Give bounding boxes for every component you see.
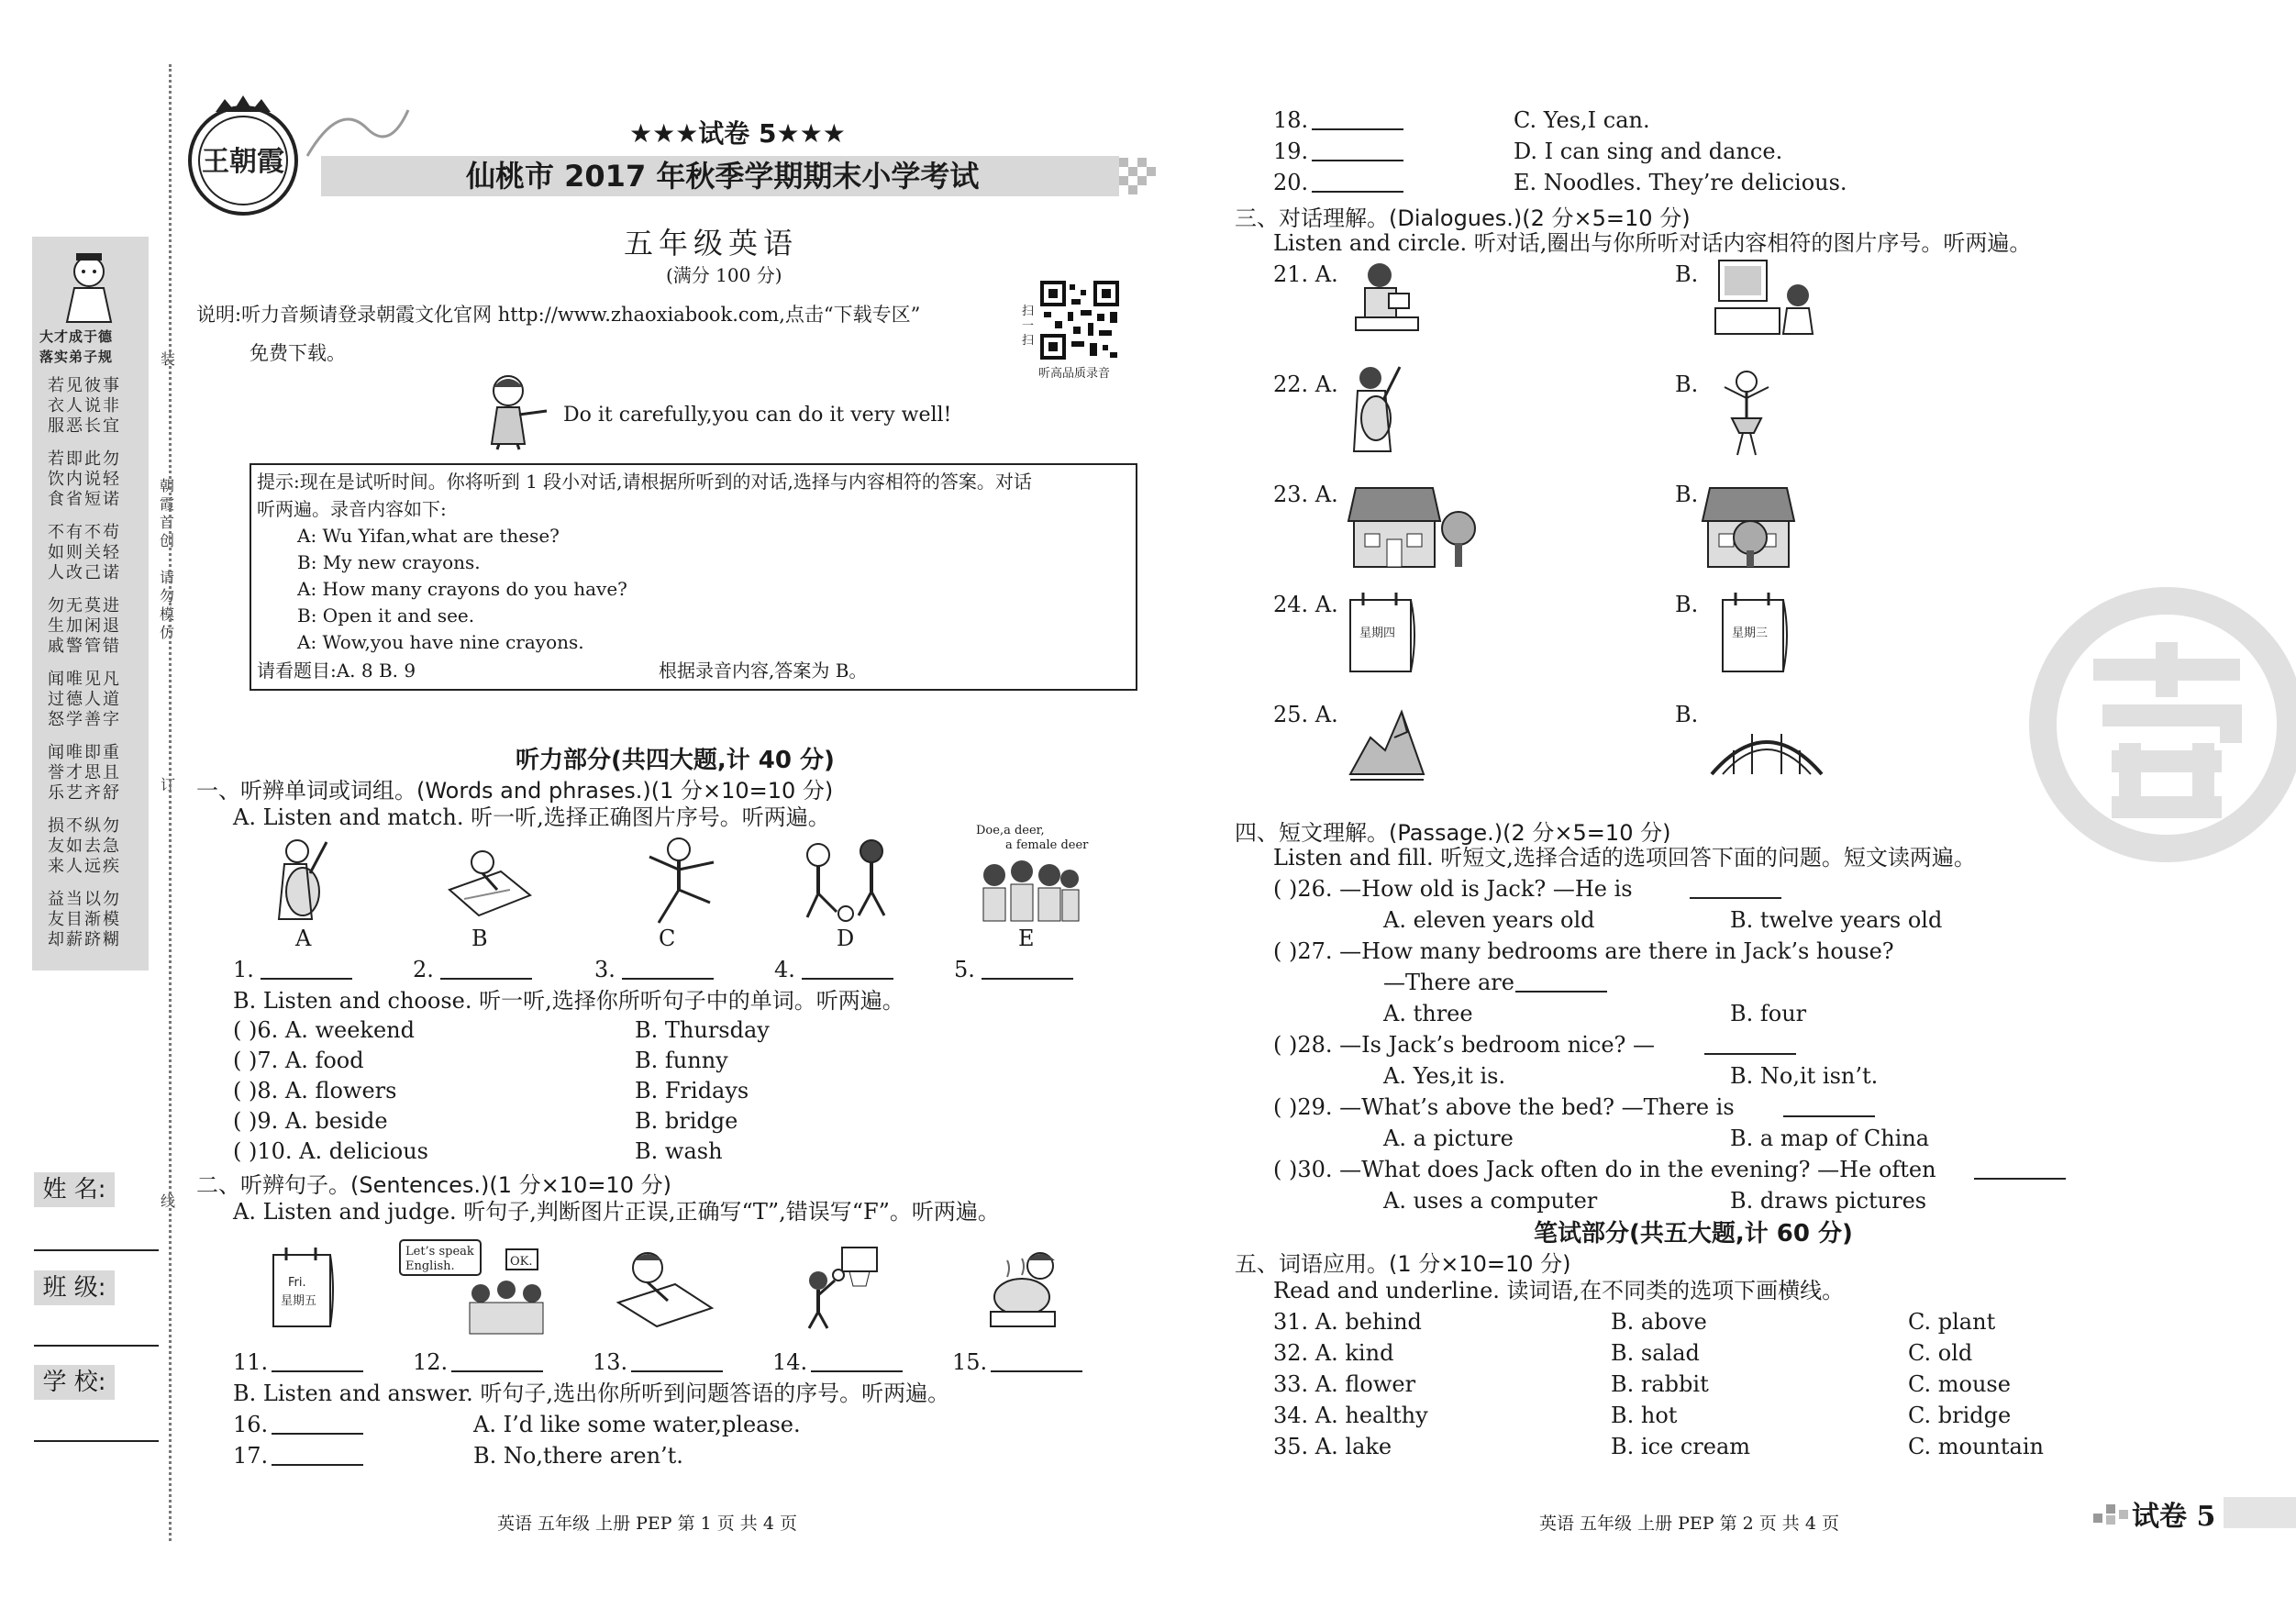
q21-option-a: 21. A. [1273, 261, 1338, 287]
margin-tag-ding: 订 [160, 776, 175, 793]
boy-reading-book-illustration [1348, 261, 1422, 334]
q27-question: ( )27. —How many bedrooms are there in Jack’s house? [1273, 938, 1894, 964]
badge-checker-icon [2093, 1499, 2130, 1526]
q10-option-a: ( )10. A. delicious [233, 1138, 428, 1164]
part5-instruction: Read and underline. 读词语,在不同类的选项下画横线。 [1273, 1278, 1845, 1303]
calendar-thursday-text: 星期四 [1359, 627, 1396, 640]
part1-heading: 一、听辨单词或词组。(Words and phrases.)(1 分×10=10 分) [196, 778, 834, 804]
answer-option-c: C. Yes,I can. [1514, 107, 1650, 133]
name-field[interactable] [34, 1249, 159, 1251]
part2-sub-a: A. Listen and judge. 听句子,判断图片正误,正确写“T”,错误写“F”。听两遍。 [233, 1199, 1000, 1225]
q26-option-b: B. twelve years old [1730, 907, 1943, 933]
q21-option-b: B. [1675, 261, 1699, 287]
q5-number: 5. [954, 957, 975, 982]
q22-option-a: 22. A. [1273, 372, 1338, 397]
q12-number: 12. [413, 1349, 449, 1375]
q12-blank[interactable] [451, 1350, 543, 1372]
pic-e-caption-1: Doe,a deer, [976, 824, 1045, 837]
tip-dialogue-3: A: How many crayons do you have? [297, 578, 627, 600]
q1-number: 1. [233, 957, 254, 982]
calendar-fri-cn-text: 星期五 [281, 1294, 317, 1308]
binding-line [169, 64, 172, 1541]
brand-name: 王朝霞 [202, 146, 284, 178]
rule-line: 乐艺齐舒 [48, 783, 121, 803]
rule-line: 闻唯即重 [48, 743, 121, 762]
q2-blank[interactable] [440, 958, 532, 980]
q33-option-c: C. mouse [1908, 1371, 2011, 1397]
scholar-figure-icon [52, 244, 126, 327]
tip-answer: 根据录音内容,答案为 B。 [659, 660, 868, 682]
q18-number: 18. [1273, 107, 1309, 133]
part3-instruction: Listen and circle. 听对话,圈出与你所听对话内容相符的图片序号。听两遍。 [1273, 230, 2032, 256]
q17-number: 17. [233, 1443, 269, 1469]
calendar-wednesday-text: 星期三 [1732, 627, 1769, 640]
motto-line-2: 落实弟子规 [39, 349, 114, 365]
rule-line: 誉才思且 [48, 763, 121, 782]
rule-line: 却薪跻糊 [48, 930, 121, 949]
q17-blank[interactable] [272, 1444, 363, 1466]
q35-option-b: B. ice cream [1611, 1434, 1751, 1459]
rule-line: 闻唯见凡 [48, 670, 121, 689]
rule-line: 衣人说非 [48, 396, 121, 416]
q20-blank[interactable] [1312, 171, 1403, 193]
q24-option-a: 24. A. [1273, 592, 1338, 617]
q30-blank[interactable] [1974, 1158, 2066, 1180]
q29-question: ( )29. —What’s above the bed? —There is [1273, 1094, 1735, 1120]
calendar-friday-illustration [270, 1246, 338, 1328]
q14-number: 14. [772, 1349, 808, 1375]
rule-line: 饮内说轻 [48, 470, 121, 489]
speak-english-illustration [398, 1238, 550, 1336]
tip-question: 请看题目:A. 8 B. 9 [257, 660, 416, 682]
q11-blank[interactable] [272, 1350, 363, 1372]
class-field[interactable] [34, 1345, 159, 1347]
q20-number: 20. [1273, 170, 1309, 195]
answer-option-a: A. I’d like some water,please. [473, 1412, 801, 1437]
girl-playing-pipa-illustration [270, 837, 336, 923]
part1-sub-a: A. Listen and match. 听一听,选择正确图片序号。听两遍。 [233, 804, 830, 830]
part2-sub-b: B. Listen and answer. 听句子,选出你所听到问题答语的序号。听两遍。 [233, 1381, 950, 1406]
rule-line: 过德人道 [48, 690, 121, 709]
qr-code-icon[interactable] [1040, 281, 1119, 360]
rule-line: 来人远疾 [48, 857, 121, 876]
bubble-ok: OK. [510, 1255, 533, 1269]
q8-option-a: ( )8. A. flowers [233, 1078, 397, 1103]
q27-blank[interactable] [1515, 970, 1607, 993]
checker-decoration [1119, 158, 1156, 194]
margin-tag-zhuang: 装 [160, 350, 175, 368]
motto-line-1: 大才成于德 [39, 328, 114, 345]
instructions-line-1: 说明:听力音频请登录朝霞文化官网 http://www.zhaoxiabook.com,点击“下载专区” [196, 304, 921, 326]
rule-line: 勿无莫进 [48, 596, 121, 616]
q27-option-b: B. four [1730, 1001, 1807, 1026]
q7-option-a: ( )7. A. food [233, 1048, 364, 1073]
qr-side-label: 扫一扫 [1022, 305, 1035, 348]
footer-page-1: 英语 五年级 上册 PEP 第 1 页 共 4 页 [497, 1514, 797, 1534]
children-singing-illustration [978, 857, 1079, 923]
calendar-wednesday-illustration [1719, 591, 1796, 675]
q18-blank[interactable] [1312, 108, 1403, 130]
school-label: 学 校: [34, 1365, 115, 1400]
q34-option-c: C. bridge [1908, 1403, 2012, 1428]
q28-option-b: B. No,it isn’t. [1730, 1063, 1879, 1089]
class-label: 班 级: [34, 1270, 115, 1305]
qr-bottom-label: 听高品质录音 [1038, 367, 1111, 381]
footer-badge-bar [2224, 1497, 2296, 1528]
rule-line: 友如去急 [48, 837, 121, 856]
q9-option-b: B. bridge [635, 1108, 738, 1134]
girl-dancing-illustration [1719, 369, 1774, 457]
margin-tag-xian: 线 [160, 1192, 175, 1210]
answer-option-d: D. I can sing and dance. [1514, 139, 1783, 164]
boys-playing-football-illustration [794, 838, 897, 923]
q19-blank[interactable] [1312, 139, 1403, 161]
q30-question: ( )30. —What does Jack often do in the evening? —He often [1273, 1157, 1936, 1182]
q7-option-b: B. funny [635, 1048, 728, 1073]
footer-page-2: 英语 五年级 上册 PEP 第 2 页 共 4 页 [1539, 1514, 1839, 1534]
q32-option-a: 32. A. kind [1273, 1340, 1394, 1366]
boy-reading-at-desk-illustration [611, 1248, 715, 1328]
school-field[interactable] [34, 1440, 159, 1442]
q4-number: 4. [774, 957, 795, 982]
girl-using-computer-illustration [1715, 257, 1825, 336]
q25-option-a: 25. A. [1273, 702, 1338, 727]
part1-sub-b: B. Listen and choose. 听一听,选择你所听句子中的单词。听两遍。 [233, 988, 904, 1014]
tip-dialogue-5: A: Wow,you have nine crayons. [297, 631, 584, 653]
rule-line: 服恶长宜 [48, 416, 121, 436]
q28-blank[interactable] [1704, 1033, 1796, 1055]
q34-option-a: 34. A. healthy [1273, 1403, 1428, 1428]
rule-line: 损不纵勿 [48, 816, 121, 836]
paper-badge: ★★★试卷 5★★★ [629, 118, 846, 149]
pic-e-caption-2: a female deer [1005, 838, 1089, 852]
q29-option-a: A. a picture [1383, 1126, 1514, 1151]
tip-line-2: 听两遍。录音内容如下: [257, 498, 447, 520]
q19-number: 19. [1273, 139, 1309, 164]
pic-label-d: D [837, 926, 855, 951]
bubble-line-2: English. [405, 1259, 455, 1273]
tip-dialogue-4: B: Open it and see. [297, 604, 475, 627]
q1-blank[interactable] [261, 958, 352, 980]
pic-label-b: B [471, 926, 488, 951]
tip-line-1: 提示:现在是试听时间。你将听到 1 段小对话,请根据所听到的对话,选择与内容相符的答案。对话 [257, 471, 1032, 493]
answer-option-b: B. No,there aren’t. [473, 1443, 683, 1469]
bridge-illustration [1708, 710, 1825, 780]
brand-logo [174, 92, 312, 220]
q16-number: 16. [233, 1412, 269, 1437]
q4-blank[interactable] [802, 958, 893, 980]
q3-number: 3. [594, 957, 616, 982]
instructions-line-2: 免费下载。 [250, 342, 346, 364]
rule-line: 怒学善字 [48, 710, 121, 729]
boy-drawing-on-floor-illustration [446, 844, 534, 917]
part2-heading: 二、听辨句子。(Sentences.)(1 分×10=10 分) [196, 1172, 671, 1198]
q23-option-a: 23. A. [1273, 482, 1338, 507]
boy-playing-basketball-illustration [798, 1244, 882, 1330]
q13-blank[interactable] [631, 1350, 723, 1372]
encouragement-text: Do it carefully,you can do it very well! [563, 404, 952, 427]
q31-option-a: 31. A. behind [1273, 1309, 1422, 1335]
rule-line: 戚警管错 [48, 637, 121, 656]
house-with-tree-beside-illustration [1347, 484, 1475, 569]
q13-number: 13. [593, 1349, 628, 1375]
part5-heading: 五、词语应用。(1 分×10=10 分) [1235, 1251, 1571, 1277]
q31-option-b: B. above [1611, 1309, 1707, 1335]
rule-line: 如则关轻 [48, 543, 121, 562]
mountain-illustration [1348, 701, 1425, 783]
rule-line: 食省短诺 [48, 490, 121, 509]
q30-option-a: A. uses a computer [1383, 1188, 1598, 1214]
pic-label-a: A [295, 926, 312, 951]
q9-option-a: ( )9. A. beside [233, 1108, 388, 1134]
q28-option-a: A. Yes,it is. [1383, 1063, 1506, 1089]
q6-option-a: ( )6. A. weekend [233, 1017, 415, 1043]
q33-option-a: 33. A. flower [1273, 1371, 1416, 1397]
girl-playing-pipa-2-illustration [1348, 363, 1407, 455]
q33-option-b: B. rabbit [1611, 1371, 1709, 1397]
q15-number: 15. [952, 1349, 988, 1375]
girl-cooking-illustration [980, 1249, 1077, 1328]
q5-blank[interactable] [982, 958, 1073, 980]
q3-blank[interactable] [622, 958, 714, 980]
calendar-fri-text: Fri. [288, 1276, 306, 1290]
part3-heading: 三、对话理解。(Dialogues.)(2 分×5=10 分) [1235, 205, 1691, 231]
name-label: 姓 名: [34, 1172, 115, 1207]
listening-section-title: 听力部分(共四大题,计 40 分) [516, 747, 835, 774]
rule-line: 不有不苟 [48, 523, 121, 542]
q22-option-b: B. [1675, 372, 1699, 397]
girl-pointing-illustration [481, 371, 554, 449]
q30-option-b: B. draws pictures [1730, 1188, 1927, 1214]
secret-seal-glyph [2075, 633, 2277, 816]
q32-option-b: B. salad [1611, 1340, 1700, 1366]
q23-option-b: B. [1675, 482, 1699, 507]
q32-option-c: C. old [1908, 1340, 1973, 1366]
rule-line: 友目渐模 [48, 910, 121, 929]
calendar-thursday-illustration [1347, 591, 1424, 675]
full-marks: (满分 100 分) [666, 264, 782, 286]
writing-section-title: 笔试部分(共五大题,计 60 分) [1534, 1220, 1853, 1248]
tip-dialogue-1: A: Wu Yifan,what are these? [297, 525, 560, 547]
q8-option-b: B. Fridays [635, 1078, 749, 1103]
q29-blank[interactable] [1783, 1095, 1875, 1117]
rule-line: 益当以勿 [48, 890, 121, 909]
rule-line: 若见彼事 [48, 376, 121, 395]
q16-blank[interactable] [272, 1413, 363, 1435]
q35-option-a: 35. A. lake [1273, 1434, 1392, 1459]
part4-heading: 四、短文理解。(Passage.)(2 分×5=10 分) [1235, 820, 1671, 846]
answer-option-e: E. Noodles. They’re delicious. [1514, 170, 1847, 195]
q6-option-b: B. Thursday [635, 1017, 770, 1043]
q26-option-a: A. eleven years old [1383, 907, 1595, 933]
subject-title: 五年级英语 [624, 226, 799, 261]
part4-instruction: Listen and fill. 听短文,选择合适的选项回答下面的问题。短文读两遍。 [1273, 845, 1976, 871]
q34-option-b: B. hot [1611, 1403, 1678, 1428]
kungfu-boy-illustration [640, 835, 723, 926]
q15-blank[interactable] [991, 1350, 1082, 1372]
q26-question: ( )26. —How old is Jack? —He is [1273, 876, 1633, 902]
tip-dialogue-2: B: My new crayons. [297, 551, 481, 573]
bubble-line-1: Let’s speak [405, 1245, 474, 1259]
rule-line: 若即此勿 [48, 449, 121, 469]
q29-option-b: B. a map of China [1730, 1126, 1930, 1151]
rule-line: 生加闲退 [48, 616, 121, 636]
q2-number: 2. [413, 957, 434, 982]
q11-number: 11. [233, 1349, 269, 1375]
pic-label-c: C [659, 926, 676, 951]
q14-blank[interactable] [811, 1350, 903, 1372]
q26-blank[interactable] [1690, 877, 1781, 899]
margin-tag-original: 朝霞首创 [159, 477, 174, 549]
margin-tag-no-copy: 请勿模仿 [159, 569, 174, 641]
house-with-tree-in-front-illustration [1701, 484, 1802, 569]
q35-option-c: C. mountain [1908, 1434, 2044, 1459]
footer-paper-badge: 试卷 5 [2132, 1501, 2216, 1533]
rule-line: 人改己诺 [48, 563, 121, 582]
q27-option-a: A. three [1383, 1001, 1473, 1026]
q24-option-b: B. [1675, 592, 1699, 617]
q25-option-b: B. [1675, 702, 1699, 727]
q10-option-b: B. wash [635, 1138, 723, 1164]
pic-label-e: E [1018, 926, 1035, 951]
exam-title: 仙桃市 2017 年秋季学期期末小学考试 [466, 159, 980, 194]
q31-option-c: C. plant [1908, 1309, 1996, 1335]
q28-question: ( )28. —Is Jack’s bedroom nice? — [1273, 1032, 1656, 1058]
q27-answer-line: —There are [1383, 970, 1514, 995]
